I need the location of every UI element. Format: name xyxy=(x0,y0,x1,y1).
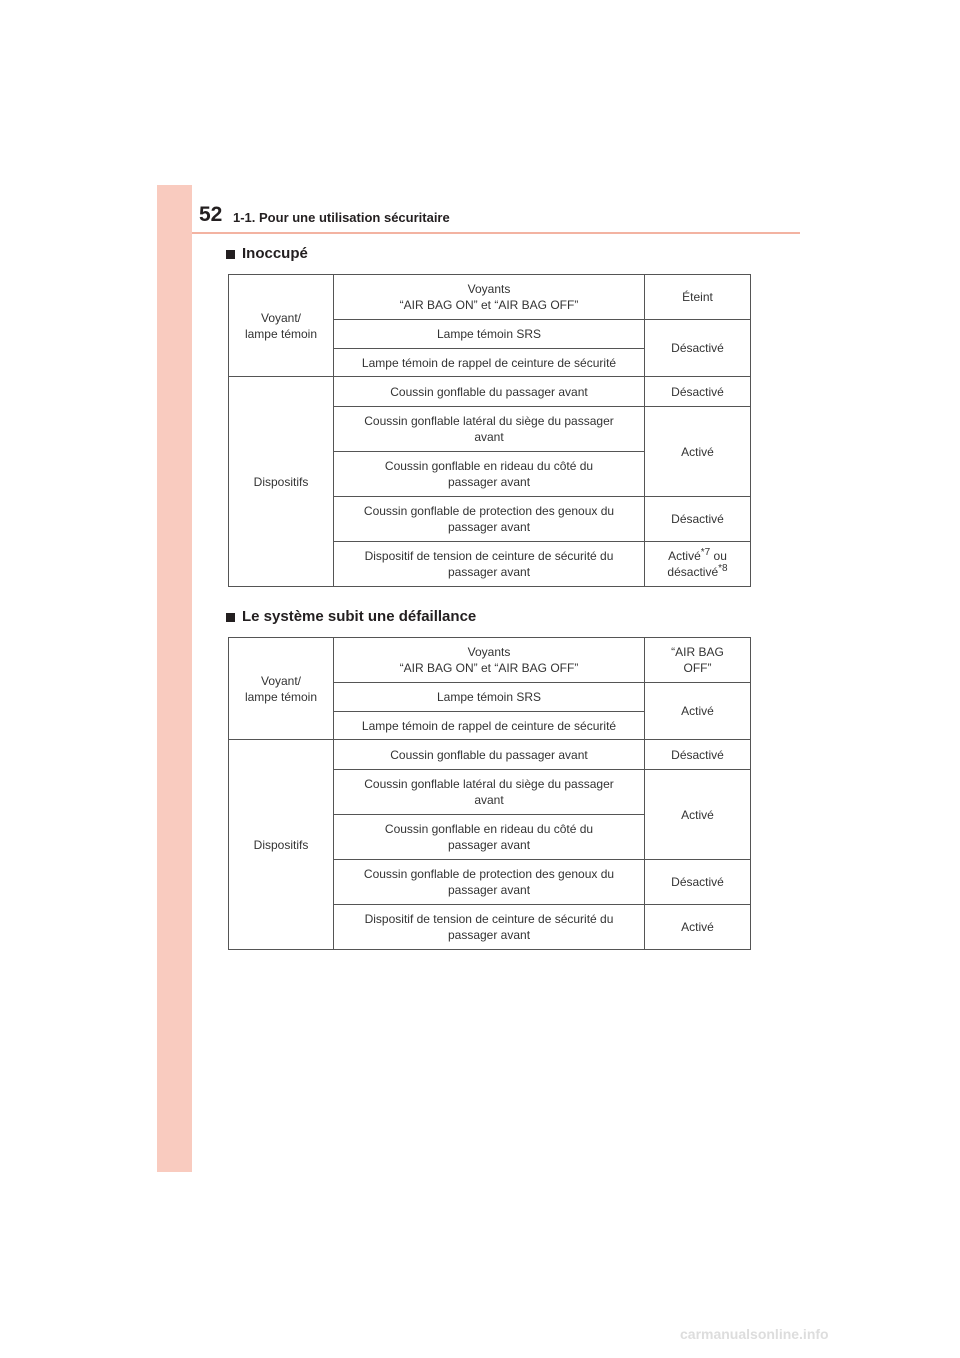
devices-group-label: Dispositifs xyxy=(229,740,334,950)
table-cell-status: Activé xyxy=(645,905,751,950)
table-cell-name: Dispositif de tension de ceinture de sécurité du passager avant xyxy=(334,542,645,587)
table-cell-status: Activé xyxy=(645,683,751,740)
page-number: 52 xyxy=(199,203,223,226)
table-cell-name: Voyants “AIR BAG ON” et “AIR BAG OFF” xyxy=(334,275,645,320)
table-cell-status xyxy=(645,542,751,587)
section-heading-defaillance xyxy=(226,608,476,626)
table-cell-name: Coussin gonflable en rideau du côté du passager avant xyxy=(334,452,645,497)
section-heading-inoccupe xyxy=(226,245,308,263)
table-cell-status: Désactivé xyxy=(645,740,751,770)
chapter-side-bar xyxy=(157,185,192,1172)
table-cell-name: Lampe témoin de rappel de ceinture de sécurité xyxy=(334,712,645,740)
devices-group-label: Dispositifs xyxy=(229,377,334,587)
status-activated: Activé xyxy=(668,549,701,563)
heading-text: Inoccupé xyxy=(242,245,308,262)
table-cell-name: Coussin gonflable de protection des genoux du passager avant xyxy=(334,860,645,905)
table-cell-name: Coussin gonflable de protection des genoux du passager avant xyxy=(334,497,645,542)
table-cell-name: Coussin gonflable du passager avant xyxy=(334,377,645,407)
table-cell-name: Coussin gonflable latéral du siège du passager avant xyxy=(334,770,645,815)
status-table-defaillance xyxy=(228,637,751,950)
header-rule xyxy=(192,232,800,234)
section-title: 1-1. Pour une utilisation sécuritaire xyxy=(233,210,450,225)
footnote-ref: *8 xyxy=(718,563,728,574)
table-cell-status: Activé xyxy=(645,770,751,860)
table-cell-name: Coussin gonflable en rideau du côté du passager avant xyxy=(334,815,645,860)
table-cell-name: Lampe témoin SRS xyxy=(334,683,645,712)
square-bullet-icon xyxy=(226,250,235,259)
status-table-inoccupe xyxy=(228,274,751,587)
status-connector: ou xyxy=(710,549,727,563)
footnote-ref: *7 xyxy=(700,547,711,558)
table-cell-status: Désactivé xyxy=(645,497,751,542)
indicator-group-label: Voyant/ lampe témoin xyxy=(229,275,334,377)
table-cell-name: Dispositif de tension de ceinture de sécurité du passager avant xyxy=(334,905,645,950)
heading-text: Le système subit une défaillance xyxy=(242,608,477,625)
table-cell-name: Voyants “AIR BAG ON” et “AIR BAG OFF” xyxy=(334,638,645,683)
table-cell-status: Éteint xyxy=(645,275,751,320)
table-cell-status: Désactivé xyxy=(645,860,751,905)
square-bullet-icon xyxy=(226,613,235,622)
table-cell-name: Lampe témoin de rappel de ceinture de sécurité xyxy=(334,349,645,377)
status-deactivated: désactivé xyxy=(667,565,719,579)
indicator-group-label: Voyant/ lampe témoin xyxy=(229,638,334,740)
table-cell-status: Désactivé xyxy=(645,377,751,407)
table-cell-name: Lampe témoin SRS xyxy=(334,320,645,349)
watermark: carmanualsonline.info xyxy=(680,1326,829,1342)
table-cell-name: Coussin gonflable latéral du siège du passager avant xyxy=(334,407,645,452)
table-cell-status: Désactivé xyxy=(645,320,751,377)
table-cell-status: Activé xyxy=(645,407,751,497)
table-cell-status: “AIR BAG OFF” xyxy=(645,638,751,683)
table-cell-name: Coussin gonflable du passager avant xyxy=(334,740,645,770)
